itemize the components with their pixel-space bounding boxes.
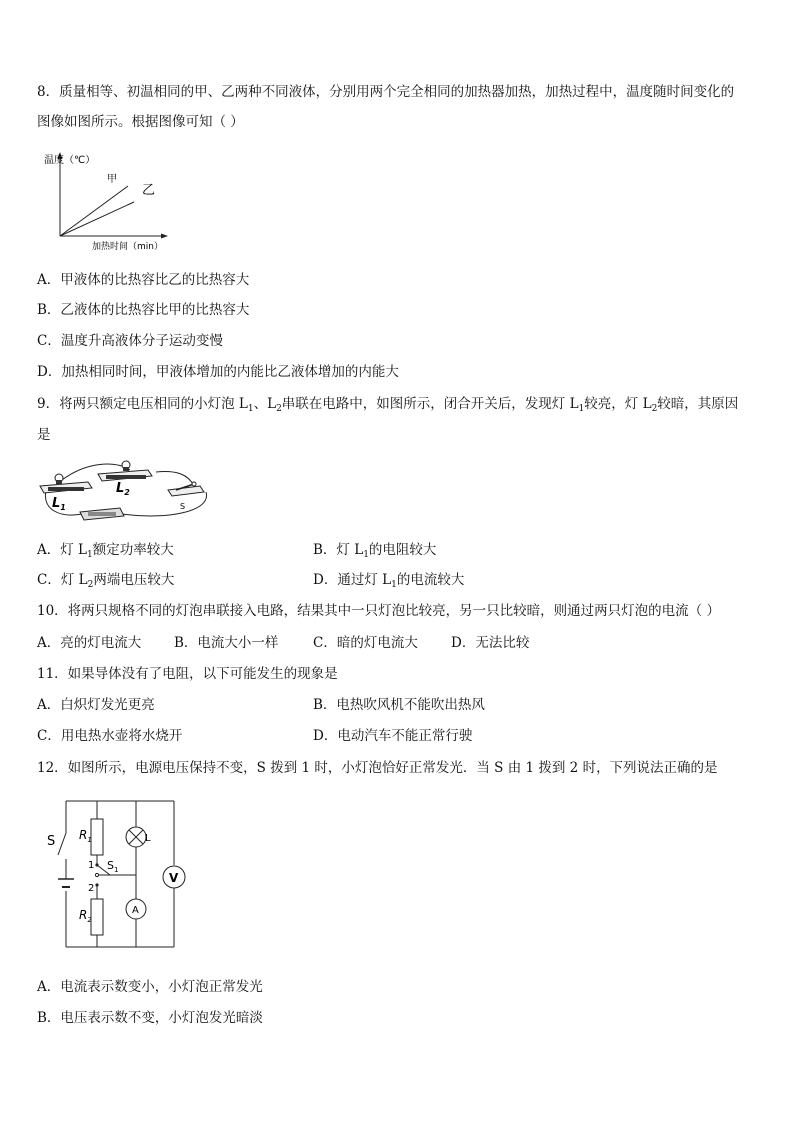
q12-option-a: A．电流表示数变小，小灯泡正常发光 [37,979,263,995]
q9-fig-l2-label: L [116,481,125,496]
q12-stem: 12．如图所示，电源电压保持不变，S 拨到 1 时，小灯泡恰好正常发光．当 S 由 1 拨到 2 时，下列说法正确的是 [37,760,718,776]
q9-option-d: D．通过灯 $L_1$的电流较大 [313,572,465,590]
q10-stem: 10．将两只规格不同的灯泡串联接入电路，结果其中一只灯泡比较亮，另一只比较暗，则通过两只灯泡的电流（ ） [37,603,720,619]
svg-text:S1: $S_1$ [107,859,119,874]
svg-text:R2: $R_2$ [79,908,92,924]
q8-option-c: C．温度升高液体分子运动变慢 [37,333,223,349]
q9-fig-switch-label: S [180,502,186,511]
q11-option-b: B．电热吹风机不能吹出热风 [313,697,485,713]
q9-fig-l1-label: L [52,496,61,511]
q12-voltmeter-label: V [169,871,179,885]
svg-text:R1: $R_1$ [79,828,92,844]
q11-option-a: A．白炽灯发光更亮 [37,697,155,713]
graph-xlabel: 加热时间（min） [92,242,163,252]
q12-node-1-label: 1 [88,860,95,871]
q8-stem-line1: 8．质量相等、初温相同的甲、乙两种不同液体，分别用两个完全相同的加热器加热，加热过程中，温度随时间变化的 [37,84,735,100]
graph-line-yi [60,202,134,236]
q12-node-2-label: 2 [88,883,95,894]
q9-series-circuit-figure [36,454,212,526]
q11-option-c: C．用电热水壶将水烧开 [37,728,183,744]
q8-option-b: B．乙液体的比热容比甲的比热容大 [37,302,250,318]
q11-stem: 11．如果导体没有了电阻，以下可能发生的现象是 [37,666,338,682]
q12-lamp-label: L [145,833,151,844]
q12-circuit-diagram [44,795,194,955]
q11-option-d: D．电动汽车不能正常行驶 [313,728,473,744]
q9-option-c: C．灯 $L_2$两端电压较大 [37,572,175,590]
q9-stem-line1: 9．将两只额定电压相同的小灯泡 $L_1$、$L_2$串联在电路中，如图所示，闭合开关后，发现灯 $L_1$较亮，灯 $L_2$较暗，其原因 [37,396,739,414]
q8-temperature-time-graph [36,148,176,254]
q8-stem-line2: 图像如图所示。根据图像可知（ ） [37,114,244,130]
q12-switch-s-label: S [47,834,56,849]
q9-stem-line2: 是 [37,427,51,443]
q8-option-d: D．加热相同时间，甲液体增加的内能比乙液体增加的内能大 [37,364,399,380]
q8-option-a: A．甲液体的比热容比乙的比热容大 [37,272,250,288]
q10-option-c: C．暗的灯电流大 [313,635,418,651]
q9-option-b: B．灯 $L_1$的电阻较大 [313,542,437,560]
q10-option-b: B．电流大小一样 [174,635,279,651]
svg-text:L2: $L_2$ [116,481,130,497]
graph-label-yi: 乙 [142,183,156,198]
q10-option-a: A．亮的灯电流大 [37,635,142,651]
q10-option-d: D．无法比较 [451,635,530,651]
q9-option-a: A．灯 $L_1$额定功率较大 [37,542,174,560]
q12-s1-label: S [107,859,114,872]
q12-ammeter-label: A [132,905,139,916]
graph-line-jia [60,186,128,236]
svg-text:L1: $L_1$ [52,496,66,512]
q12-r1-label: R [79,828,88,842]
q12-option-b: B．电压表示数不变，小灯泡发光暗淡 [37,1010,263,1026]
graph-ylabel: 温度（℃） [44,155,96,166]
q12-r2-label: R [79,908,88,922]
graph-label-jia: 甲 [107,174,117,185]
